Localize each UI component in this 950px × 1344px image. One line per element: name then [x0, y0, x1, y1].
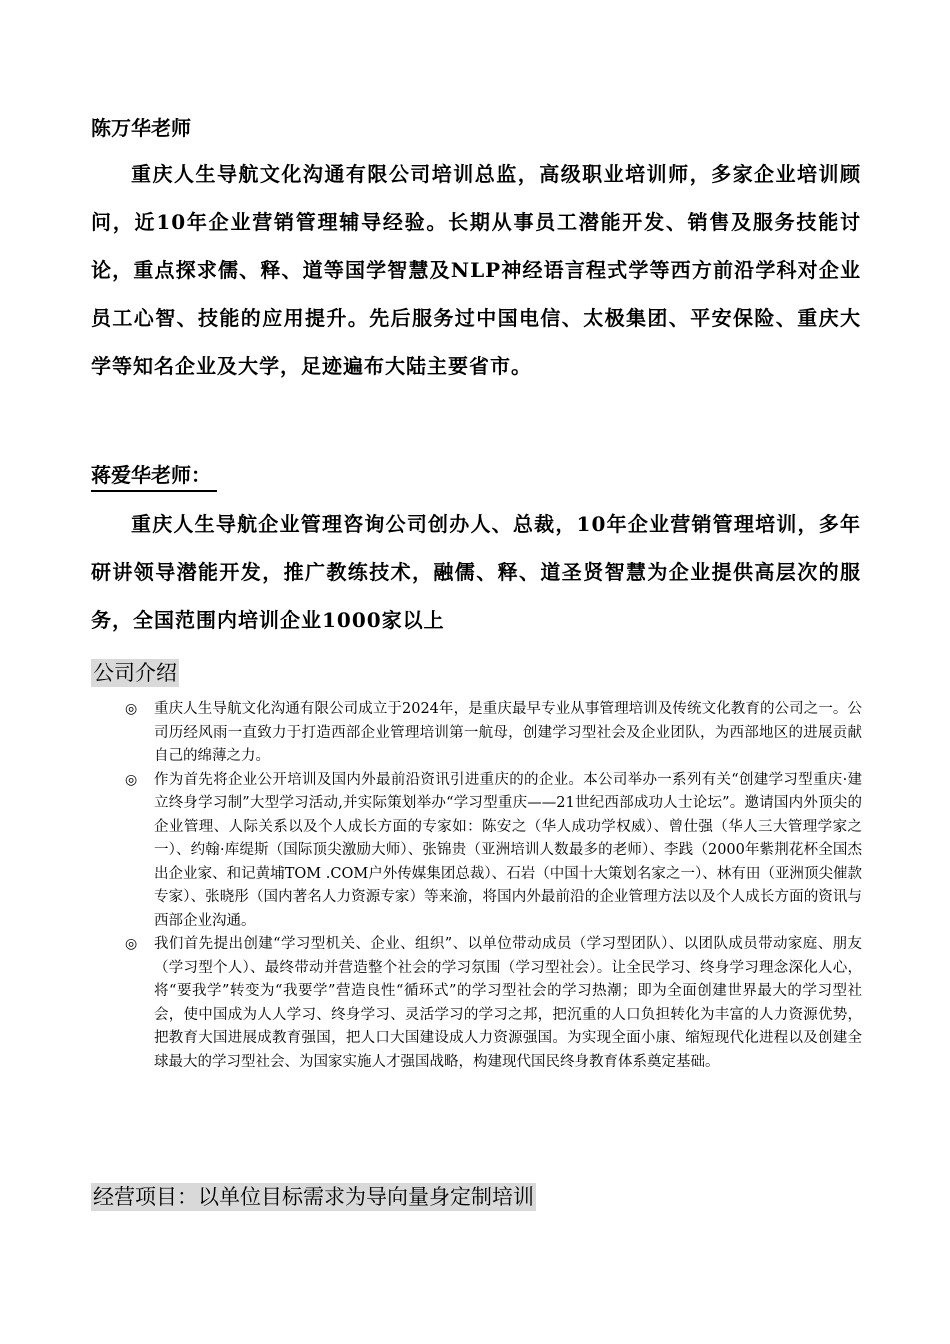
company-intro-list — [125, 698, 862, 1074]
list-item-text: 我们首先提出创建“学习型机关、企业、组织”、以单位带动成员（学习型团队）、以团队成员带动家庭、朋友（学习型个人）、最终带动并营造整个社会的学习氛围（学习型社会）。让全民学习、终身学习理念深化人心，将“要我学”转变为“我要学”营造良性“循环式”的学习型社会的学习热潮；即为全面创建世界最大的学习型社会，使中国成为人人学习、终身学习、灵活学习的学习之邦，把沉重的人口负担转化为丰富的人力资源优势，把教育大国进展成教育强国，把人口大国建设成人力资源强国。为实现全面小康、缩短现代化进程以及创建全球最大的学习型社会、为国家实施人才强国战略，构建现代国民终身教育体系奠定基础。 — [154, 936, 862, 1070]
list-item-text: 作为首先将企业公开培训及国内外最前沿资讯引进重庆的的企业。本公司举办一系列有关“创建学习型重庆·建立终身学习制”大型学习活动,并实际策划举办“学习型重庆——21世纪西部成功人士论坛”。邀请国内外顶尖的企业管理、人际关系以及个人成长方面的专家如：陈安之（华人成功学权威）、曾仕强（华人三大管理学家之一）、约翰·库缇斯（国际顶尖激励大师）、张锦贵（亚洲培训人数最多的老师）、李践（2000年紫荆花杯全国杰出企业家、和记黄埔TOM .COM户外传媒集团总裁）、石岩（中国十大策划名家之一）、林有田（亚洲顶尖催款专家）、张晓彤（国内著名人力资源专家）等来渝，将国内外最前沿的企业管理方法以及个人成长方面的资讯与西部企业沟通。 — [154, 771, 862, 929]
bullet-icon: ◎ — [125, 936, 138, 952]
list-item — [125, 769, 862, 934]
teacher-1-name: 陈万华老师 — [91, 116, 191, 140]
list-item — [125, 698, 862, 769]
business-heading: 经营项目：以单位目标需求为导向量身定制培训 — [93, 1185, 534, 1209]
bullet-icon: ◎ — [125, 771, 138, 788]
list-item-text: 重庆人生导航文化沟通有限公司成立于2024年，是重庆最早专业从事管理培训及传统文化教育的公司之一。公司历经风雨一直致力于打造西部企业管理培训第一航母，创建学习型社会及企业团队，为西部地区的进展贡献自己的绵薄之力。 — [154, 701, 862, 764]
teacher-2-bio: 重庆人生导航企业管理咨询公司创办人、总裁，10年企业营销管理培训，多年研讲领导潜能开发，推广教练技术，融儒、释、道圣贤智慧为企业提供高层次的服务，全国范围内培训企业1000家以上 — [91, 512, 861, 632]
company-intro-heading: 公司介绍 — [93, 661, 177, 685]
list-item — [125, 933, 862, 1074]
teacher-2-name: 蒋爱华老师： — [91, 460, 217, 492]
bullet-icon: ◎ — [125, 701, 138, 717]
teacher-1-bio: 重庆人生导航文化沟通有限公司培训总监，高级职业培训师，多家企业培训顾问，近10年企业营销管理辅导经验。长期从事员工潜能开发、销售及服务技能讨论，重点探求儒、释、道等国学智慧及NLP神经语言程式学等西方前沿学科对企业员工心智、技能的应用提升。先后服务过中国电信、太极集团、平安保险、重庆大学等知名企业及大学，足迹遍布大陆主要省市。 — [91, 162, 861, 378]
